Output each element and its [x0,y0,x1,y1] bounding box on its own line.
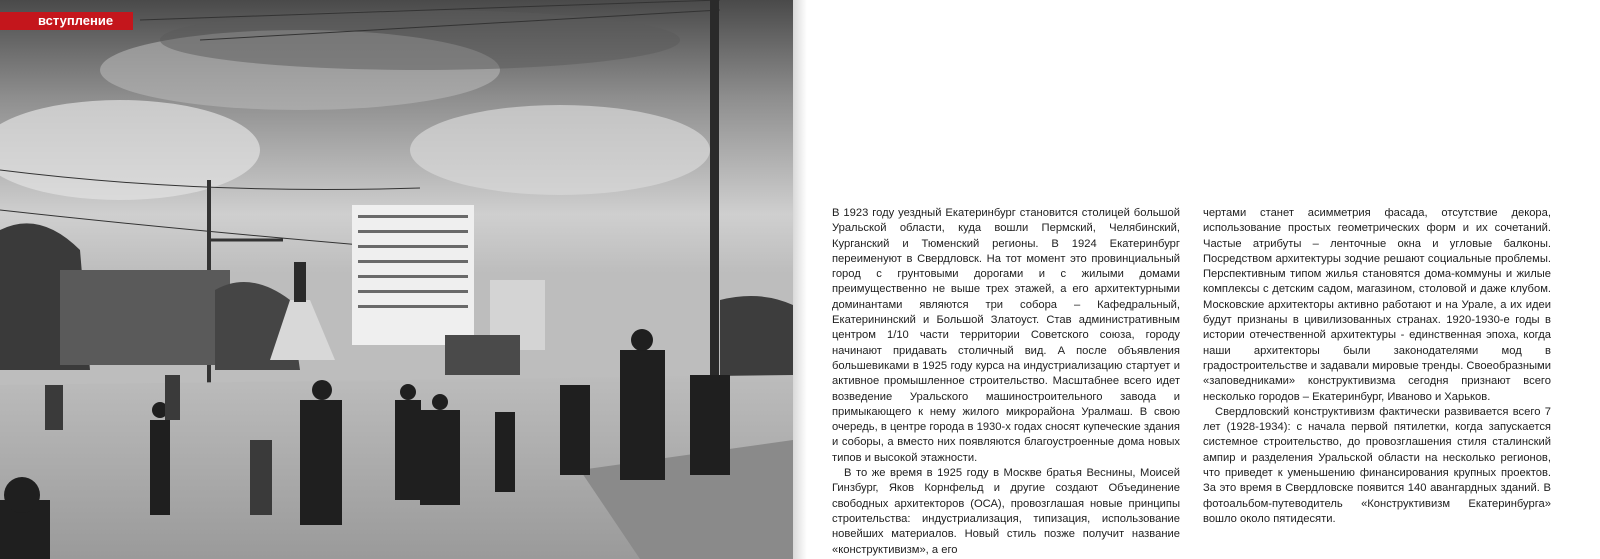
paragraph: Свердловский конструктивизм фактически развивается всего 7 лет (1928-1934): с начала первой пятилетки, когда запускается системное строительство, до провозглашения стиля сталинский ампир и разделения Уральской области на несколько регионов, что приведет к уменьшению финансирования крупных проектов. За это время в Свердловске появится 140 авангардных зданий. В фотоальбом-путеводитель «Конструктивизм Екатеринбурга» вошло около пятидесяти. [1203,405,1551,525]
cloud [160,10,680,70]
utility-pole [710,0,719,390]
text-column-right [1203,206,1551,527]
paragraph: В 1923 году уездный Екатеринбург становится столицей большой Уральской области, куда вошли Пермский, Челябинский, Курганский и Тюменский регионы. В 1924 Екатеринбург переименуют в Свердловск. На тот момент это провинциальный город с грунтовыми дорогами и с жилыми домами преимущественно не выше трех этажей, а его архитектурными доминантами являются три собора – Кафедральный, Екатерининский и Большой Златоуст. Став административным центром 1/10 части территории Советского союза, городу начинают придавать столичный вид. А после объявления большевиками в 1925 году курса на индустриализацию стартует и активное промышленное строительство. Масштабнее всего идет возведение Уральского машиностроительного завода и примыкающего к нему жилого микрорайона Уралмаш. В свою очередь, в центре города в 1930-х годах сносят купеческие здания и соборы, а вместо них появляются благоустроенные дома новых типов и высокой этажности. [832,207,1180,464]
section-tag: вступление [0,12,133,30]
tram [445,335,520,375]
trees-right [720,296,793,380]
paragraph: чертами станет асимметрия фасада, отсутствие декора, использование простых геометрических форм и их сочетаний. Частые атрибуты – ленточные окна и угловые балконы. Посредством архитектуры зодчие решают социальные проблемы. Перспективным типом жилья становятся дома-коммуны и жилые комплексы с детским садом, магазином, столовой и даже клубом. Московские архитекторы активно работают и на Урале, а их идеи будут признаны в цивилизованных странах. 1920-1930-е годы в истории отечественной архитектуры - единственная эпоха, когда наши архитекторы были законодателями мод в градостроительстве и задавали мировые тренды. Своеобразными «заповедниками» конструктивизма сегодня признают всего несколько городов – Екатеринбург, Иваново и Харьков. [1203,207,1551,403]
street-scene-photo [0,0,793,559]
old-houses [60,270,230,365]
historical-photo [0,0,793,559]
paragraph: В то же время в 1925 году в Москве братья Веснины, Моисей Гинзбург, Яков Корнфельд и другие создают Объединение свободных архитекторов (ОСА), провозглашая новые принципы строительства: индустриализация, типизация, использование новейших материалов. Новый стиль позже получит название «конструктивизм», а его [832,467,1180,556]
text-column-left [832,206,1180,558]
monument-statue [294,262,306,302]
cloud [410,105,710,195]
page-gutter [793,0,807,559]
